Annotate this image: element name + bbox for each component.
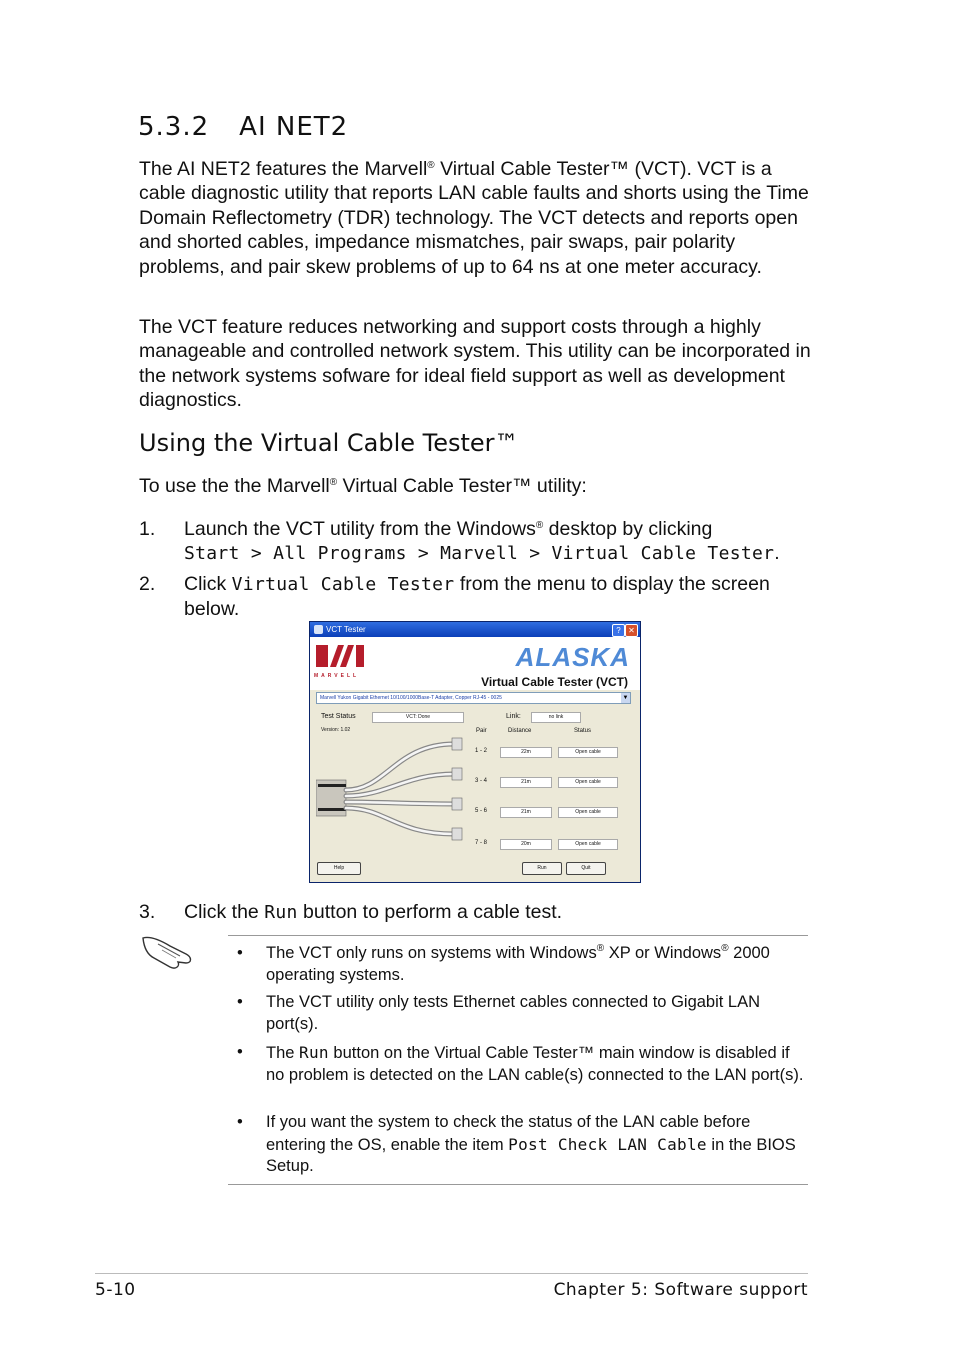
pair-label: 5 - 6 (475, 808, 488, 814)
registered-mark: ® (427, 160, 435, 171)
intro-paragraph-1 (139, 157, 814, 279)
note-text: The VCT utility only tests Ethernet cables connected to Gigabit LAN port(s). (266, 993, 761, 1033)
step-text-a: Launch the VCT utility from the Windows (184, 518, 536, 540)
distance-value: 20m (500, 839, 552, 850)
pair-label: 3 - 4 (475, 778, 488, 784)
test-status-value: VCT: Done (372, 712, 464, 723)
registered-mark: ® (329, 477, 338, 488)
button-name: Run (264, 902, 298, 923)
chapter-label: Chapter 5: Software support (553, 1280, 808, 1300)
menu-item-name: Virtual Cable Tester (231, 574, 455, 595)
status-value: Open cable (558, 839, 618, 850)
note-item (237, 943, 807, 987)
test-status-label: Test Status (321, 713, 356, 720)
step-number: 1. (139, 518, 156, 540)
note-item (237, 1042, 807, 1108)
page-number: 5-10 (95, 1280, 136, 1300)
step-3 (139, 900, 814, 926)
link-value: no link (531, 712, 581, 723)
version-label: Version: 1.02 (321, 727, 351, 733)
bullet: • (237, 1043, 243, 1061)
col-pair-header: Pair (476, 728, 487, 734)
status-value: Open cable (558, 747, 618, 758)
help-button[interactable]: Help (317, 862, 361, 875)
note-bottom-rule (228, 1184, 808, 1185)
close-icon[interactable]: ✕ (625, 624, 638, 637)
vct-banner (310, 637, 640, 690)
note-text-b: XP or Windows (604, 944, 722, 962)
step-number: 3. (139, 901, 156, 923)
lead-text (139, 474, 814, 498)
col-status-header: Status (574, 728, 592, 734)
button-name: Run (299, 1043, 329, 1062)
step-number: 2. (139, 573, 156, 595)
cable-illustration-icon (316, 732, 466, 852)
distance-value: 22m (500, 747, 552, 758)
note-text-a: The VCT only runs on systems with Windows (266, 944, 597, 962)
step-1 (139, 517, 814, 567)
note-text-b: button on the Virtual Cable Tester™ main window is disabled if no problem is detected on the LAN cable(s) connected to the LAN port(s). (266, 1044, 804, 1084)
adapter-select-value: Marvell Yukon Gigabit Ethernet 10/100/1000Base-T Adapter, Copper RJ-45 - 0025 (320, 695, 502, 701)
subsection-title: Using the Virtual Cable Tester™ (139, 429, 519, 457)
app-icon (314, 625, 323, 634)
adapter-select[interactable] (316, 692, 631, 704)
marvell-wordmark: MARVELL (314, 673, 360, 679)
step-text-a: Click the (184, 901, 265, 923)
vct-window (309, 621, 641, 883)
status-value: Open cable (558, 807, 618, 818)
intro-text-cont: Virtual Cable Tester™ (VCT). VCT is a cable diagnostic utility that reports LAN cable faults and shorts using the Time Domain Reflectometry (TDR) technology. The VCT detects and reports open and shorted cables, impedance mismatches, pair swaps, pair polarity problems, and pair skew problems of up to 64 ns at one meter accuracy. (139, 158, 809, 278)
distance-value: 21m (500, 777, 552, 788)
quit-button[interactable]: Quit (566, 862, 606, 875)
pointing-hand-icon (140, 930, 196, 972)
link-label: Link: (506, 713, 521, 720)
marvell-logo-icon (314, 641, 368, 671)
note-text-a: If you want the system to check the status of the LAN cable before entering the OS, enable the item (266, 1113, 751, 1154)
intro-text: The AI NET2 features the Marvell (139, 158, 428, 180)
footer-rule (95, 1273, 808, 1274)
help-icon[interactable]: ? (612, 624, 625, 637)
step-period: . (774, 542, 780, 565)
step-text (184, 900, 814, 925)
note-item (237, 1112, 807, 1178)
step-2 (139, 572, 814, 622)
intro-paragraph-2: The VCT feature reduces networking and support costs through a highly manageable and controlled network system. This utility can be incorporated in the network systems sofware for ideal field support as well as development diagnostics. (139, 316, 811, 412)
section-number: 5.3.2 (138, 112, 210, 142)
note-text-b: in the BIOS Setup. (266, 1135, 796, 1175)
vct-titlebar (310, 622, 640, 637)
note-item (237, 992, 807, 1036)
distance-value: 21m (500, 807, 552, 818)
registered-mark: ® (596, 943, 605, 954)
vct-heading: Virtual Cable Tester (VCT) (481, 675, 628, 689)
pair-label: 7 - 8 (475, 840, 488, 846)
pair-label: 1 - 2 (475, 748, 488, 754)
note-text-c: 2000 operating systems. (266, 944, 770, 984)
note-text (266, 1112, 811, 1178)
vct-window-title: VCT Tester (326, 625, 366, 634)
step-text-a: Click (184, 573, 232, 595)
bullet: • (237, 993, 243, 1011)
bullet: • (237, 1113, 243, 1131)
note-top-rule (228, 935, 808, 936)
bullet: • (237, 944, 243, 962)
run-button[interactable]: Run (522, 862, 562, 875)
note-text-a: The (266, 1044, 300, 1062)
note-text (266, 1042, 811, 1086)
lead-text-a: To use the the Marvell (139, 475, 330, 497)
step-text (184, 517, 814, 567)
lead-text-b: Virtual Cable Tester™ utility: (337, 475, 587, 497)
step-text (184, 572, 814, 622)
chevron-down-icon[interactable]: ▼ (622, 695, 629, 701)
status-value: Open cable (558, 777, 618, 788)
note-text (266, 943, 811, 986)
section-heading (138, 112, 348, 142)
col-distance-header: Distance (508, 728, 532, 734)
menu-path: Start > All Programs > Marvell > Virtual Cable Tester (184, 543, 775, 565)
step-text-b: desktop by clicking (543, 518, 713, 540)
step-text-b: button to perform a cable test. (297, 901, 563, 923)
step-text-b: from the menu to display the screen below. (184, 573, 770, 621)
registered-mark: ® (535, 520, 544, 531)
alaska-logo: ALASKA (515, 642, 630, 672)
bios-item-name: Post Check LAN Cable (508, 1134, 707, 1154)
registered-mark: ® (721, 943, 729, 954)
section-title: AI NET2 (239, 112, 349, 142)
